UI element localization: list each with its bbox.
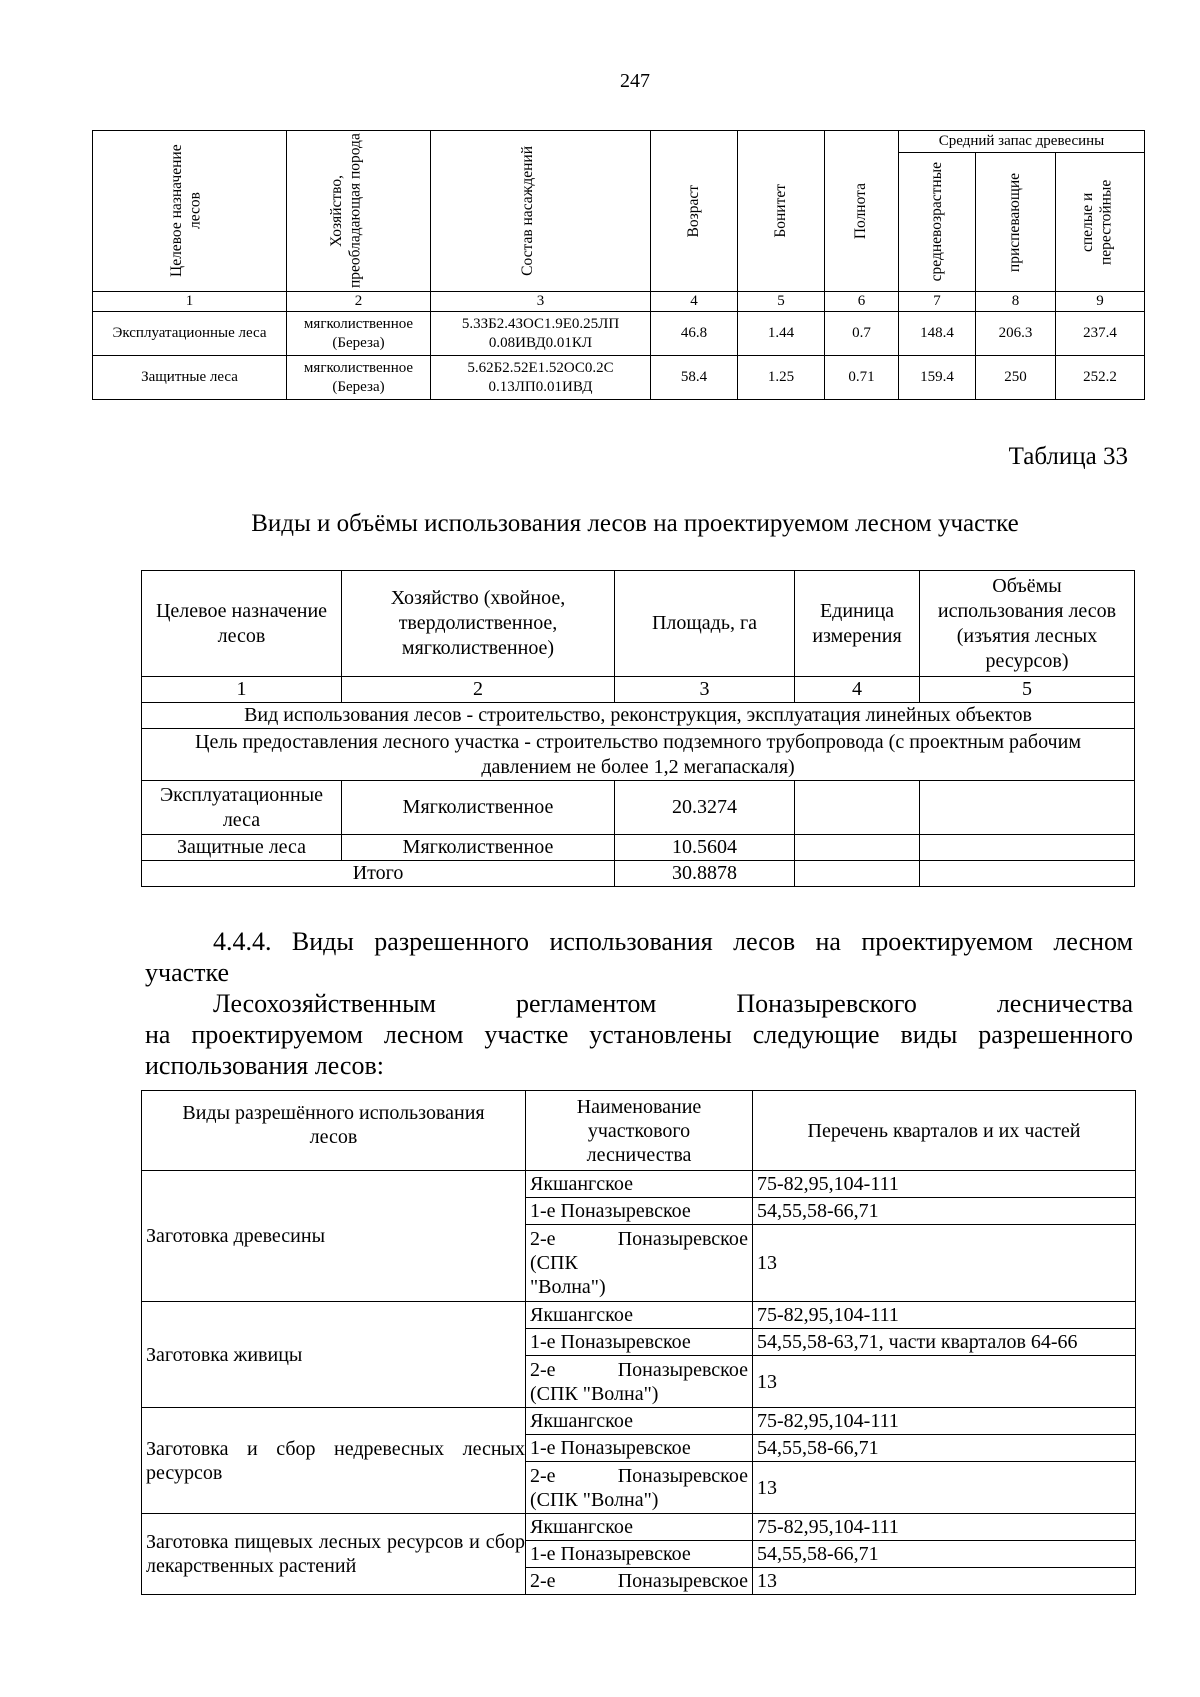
col-number: 5 <box>920 677 1135 703</box>
cell-quarters: 75-82,95,104-111 <box>753 1171 1136 1198</box>
page-number: 247 <box>620 70 650 92</box>
cell-economy: Мягколиственное <box>342 781 615 835</box>
table-row <box>142 1302 1136 1329</box>
cell-economy: Мягколиственное <box>342 835 615 861</box>
cell-quarters: 54,55,58-63,71, части кварталов 64-66 <box>753 1329 1136 1356</box>
section-heading-line1: 4.4.4. Виды разрешенного использования лесов на проектируемом лесном <box>213 927 1133 956</box>
cell-unit <box>795 781 920 835</box>
composition-line-1: 5.62Б2.52Е1.52ОС0.2С <box>467 359 614 376</box>
cell-unit <box>795 835 920 861</box>
usage-type-row: Вид использования лесов - строительство, реконструкция, эксплуатация линейных объектов <box>142 703 1135 729</box>
section-text <box>145 926 1133 1081</box>
forestry-part: Поназыревское <box>617 1358 748 1381</box>
col-number: 2 <box>287 292 431 312</box>
paragraph-word: лесничества <box>996 989 1133 1018</box>
col-number: 3 <box>431 292 651 312</box>
forestry-part: Поназыревское <box>617 1570 748 1592</box>
cell-forestry <box>526 1225 753 1302</box>
col-number: 1 <box>93 292 287 312</box>
composition-line-1: 5.3ЗБ2.4ЗОС1.9Е0.25ЛП <box>461 315 620 332</box>
cell-economy <box>287 356 431 400</box>
paragraph-word: регламентом <box>516 989 657 1018</box>
cell-volume <box>920 835 1135 861</box>
permitted-usage-table <box>141 1090 1136 1595</box>
table-row <box>142 835 1135 861</box>
cell-age: 46.8 <box>651 312 738 356</box>
cell-density: 0.7 <box>825 312 899 356</box>
header-cell <box>431 131 651 292</box>
purpose-row: Цель предоставления лесного участка - строительство подземного трубопровода (с проектным рабочим давлением не более 1,2 мегапаскаля) <box>142 729 1135 781</box>
table-row <box>142 1514 1136 1541</box>
forestry-part: "Волна") <box>530 1276 606 1298</box>
table-row <box>93 356 1145 400</box>
cell-quarters: 75-82,95,104-111 <box>753 1514 1136 1541</box>
forestry-part: (СПК "Волна") <box>530 1488 659 1511</box>
cell-quarters: 13 <box>753 1225 1136 1302</box>
cell-forestry <box>526 1568 753 1595</box>
header-bonitet: Бонитет <box>771 184 789 238</box>
cell-purpose: Эксплуатационные леса <box>142 781 342 835</box>
cell-forestry: Якшангское <box>526 1408 753 1435</box>
header-composition: Состав насаждений <box>518 146 536 276</box>
col-number: 4 <box>795 677 920 703</box>
cell-mature: 237.4 <box>1056 312 1145 356</box>
col-number: 1 <box>142 677 342 703</box>
header-cell <box>287 131 431 292</box>
cell-mature: 252.2 <box>1056 356 1145 400</box>
header-mature: спелые и перестойные <box>1079 179 1115 265</box>
col-number: 7 <box>899 292 976 312</box>
forestry-part: Поназыревское <box>617 1464 748 1487</box>
col-number: 3 <box>615 677 795 703</box>
cell-middle-aged: 148.4 <box>899 312 976 356</box>
table-row <box>142 1408 1136 1435</box>
total-unit <box>795 861 920 887</box>
col-number: 9 <box>1056 292 1145 312</box>
cell-area: 20.3274 <box>615 781 795 835</box>
forestry-part: Поназыревское <box>617 1228 748 1250</box>
total-area: 30.8878 <box>615 861 795 887</box>
header-age: Возраст <box>684 184 702 238</box>
cell-forestry: 1-е Поназыревское <box>526 1198 753 1225</box>
header-volume: Объёмы использования лесов (изъятия лесных ресурсов) <box>920 571 1135 677</box>
header-purpose: Целевое назначение лесов <box>142 571 342 677</box>
cell-quarters: 54,55,58-66,71 <box>753 1435 1136 1462</box>
cell-age: 58.4 <box>651 356 738 400</box>
forestry-part: 2-е <box>530 1464 556 1487</box>
cell-density: 0.71 <box>825 356 899 400</box>
table-row <box>142 781 1135 835</box>
header-forestry: Наименование участкового лесничества <box>526 1091 753 1171</box>
cell-forestry: 1-е Поназыревское <box>526 1541 753 1568</box>
cell-quarters: 13 <box>753 1356 1136 1408</box>
cell-quarters: 54,55,58-66,71 <box>753 1198 1136 1225</box>
header-cell <box>93 131 287 292</box>
composition-line-2: 0.08ИВД0.01КЛ <box>488 334 593 351</box>
cell-area: 10.5604 <box>615 835 795 861</box>
cell-bonitet: 1.44 <box>738 312 825 356</box>
cell-forestry: 1-е Поназыревское <box>526 1435 753 1462</box>
paragraph-word: Лесохозяйственным <box>213 989 437 1018</box>
header-kind: Виды разрешённого использования лесов <box>142 1091 526 1171</box>
cell-purpose: Эксплуатационные леса <box>93 312 287 356</box>
cell-forestry: 1-е Поназыревское <box>526 1329 753 1356</box>
cell-middle-aged: 159.4 <box>899 356 976 400</box>
cell-forestry <box>526 1356 753 1408</box>
section-heading <box>145 926 1133 957</box>
cell-bonitet: 1.25 <box>738 356 825 400</box>
cell-economy-text: мягколиственное (Береза) <box>303 359 414 395</box>
cell-quarters: 75-82,95,104-111 <box>753 1408 1136 1435</box>
cell-volume <box>920 781 1135 835</box>
paragraph-rest: на проектируемом лесном участке установлены следующие виды разрешенного использования лесов: <box>145 1020 1133 1080</box>
cell-composition <box>431 312 651 356</box>
total-label: Итого <box>142 861 615 887</box>
table-row <box>142 1171 1136 1198</box>
header-stock-group: Средний запас древесины <box>899 131 1145 153</box>
forestry-part: (СПК "Волна") <box>530 1382 659 1405</box>
cell-kind: Заготовка живицы <box>142 1302 526 1408</box>
header-unit: Единица измерения <box>795 571 920 677</box>
forestry-part: (СПК <box>530 1252 578 1274</box>
forestry-line <box>530 1569 752 1593</box>
col-number: 4 <box>651 292 738 312</box>
header-density: Полнота <box>852 182 870 240</box>
cell-maturing: 206.3 <box>976 312 1056 356</box>
cell-quarters: 13 <box>753 1568 1136 1595</box>
cell-forestry: Якшангское <box>526 1302 753 1329</box>
cell-composition <box>431 356 651 400</box>
header-purpose: Целевое назначение лесов <box>167 144 204 278</box>
header-cell <box>976 153 1056 292</box>
forestry-line <box>530 1227 752 1251</box>
forest-usage-volume-table <box>141 570 1135 887</box>
table-row <box>93 312 1145 356</box>
cell-forestry <box>526 1462 753 1514</box>
forestry-line <box>530 1464 752 1488</box>
cell-kind: Заготовка и сбор недревесных лесных ресурсов <box>142 1408 526 1514</box>
col-number: 5 <box>738 292 825 312</box>
paragraph-word: Поназыревского <box>736 989 917 1018</box>
forestry-part: 2-е <box>530 1358 556 1381</box>
header-maturing: приспевающие <box>1006 172 1024 272</box>
cell-forestry: Якшангское <box>526 1171 753 1198</box>
col-number: 8 <box>976 292 1056 312</box>
header-cell <box>1056 153 1145 292</box>
cell-economy-text: мягколиственное (Береза) <box>303 315 414 351</box>
header-cell <box>651 131 738 292</box>
header-cell <box>825 131 899 292</box>
cell-purpose: Защитные леса <box>142 835 342 861</box>
section-heading-line2: участке <box>145 958 230 987</box>
header-economy: Хозяйство, преобладающая порода <box>327 133 364 289</box>
cell-kind: Заготовка древесины <box>142 1171 526 1302</box>
paragraph-first-line <box>145 988 1133 1019</box>
cell-kind: Заготовка пищевых лесных ресурсов и сбор лекарственных растений <box>142 1514 526 1595</box>
cell-quarters: 75-82,95,104-111 <box>753 1302 1136 1329</box>
total-row <box>142 861 1135 887</box>
col-number: 6 <box>825 292 899 312</box>
col-number: 2 <box>342 677 615 703</box>
forestry-part: 2-е <box>530 1228 556 1250</box>
header-area: Площадь, га <box>615 571 795 677</box>
cell-economy <box>287 312 431 356</box>
cell-quarters: 54,55,58-66,71 <box>753 1541 1136 1568</box>
total-volume <box>920 861 1135 887</box>
header-cell <box>738 131 825 292</box>
header-middle-aged: средневозрастные <box>927 162 945 282</box>
cell-forestry: Якшангское <box>526 1514 753 1541</box>
header-cell <box>899 153 976 292</box>
forestry-line <box>530 1358 752 1382</box>
stand-characteristics-table <box>92 130 1145 400</box>
composition-line-2: 0.13ЛП0.01ИВД <box>488 378 593 395</box>
header-economy: Хозяйство (хвойное, твердолиственное, мягколиственное) <box>342 571 615 677</box>
table-caption: Таблица 33 <box>1008 443 1128 470</box>
table-title: Виды и объёмы использования лесов на проектируемом лесном участке <box>251 510 1019 537</box>
header-quarters: Перечень кварталов и их частей <box>753 1091 1136 1171</box>
cell-purpose: Защитные леса <box>93 356 287 400</box>
forestry-part: 2-е <box>530 1570 556 1592</box>
cell-quarters: 13 <box>753 1462 1136 1514</box>
cell-maturing: 250 <box>976 356 1056 400</box>
